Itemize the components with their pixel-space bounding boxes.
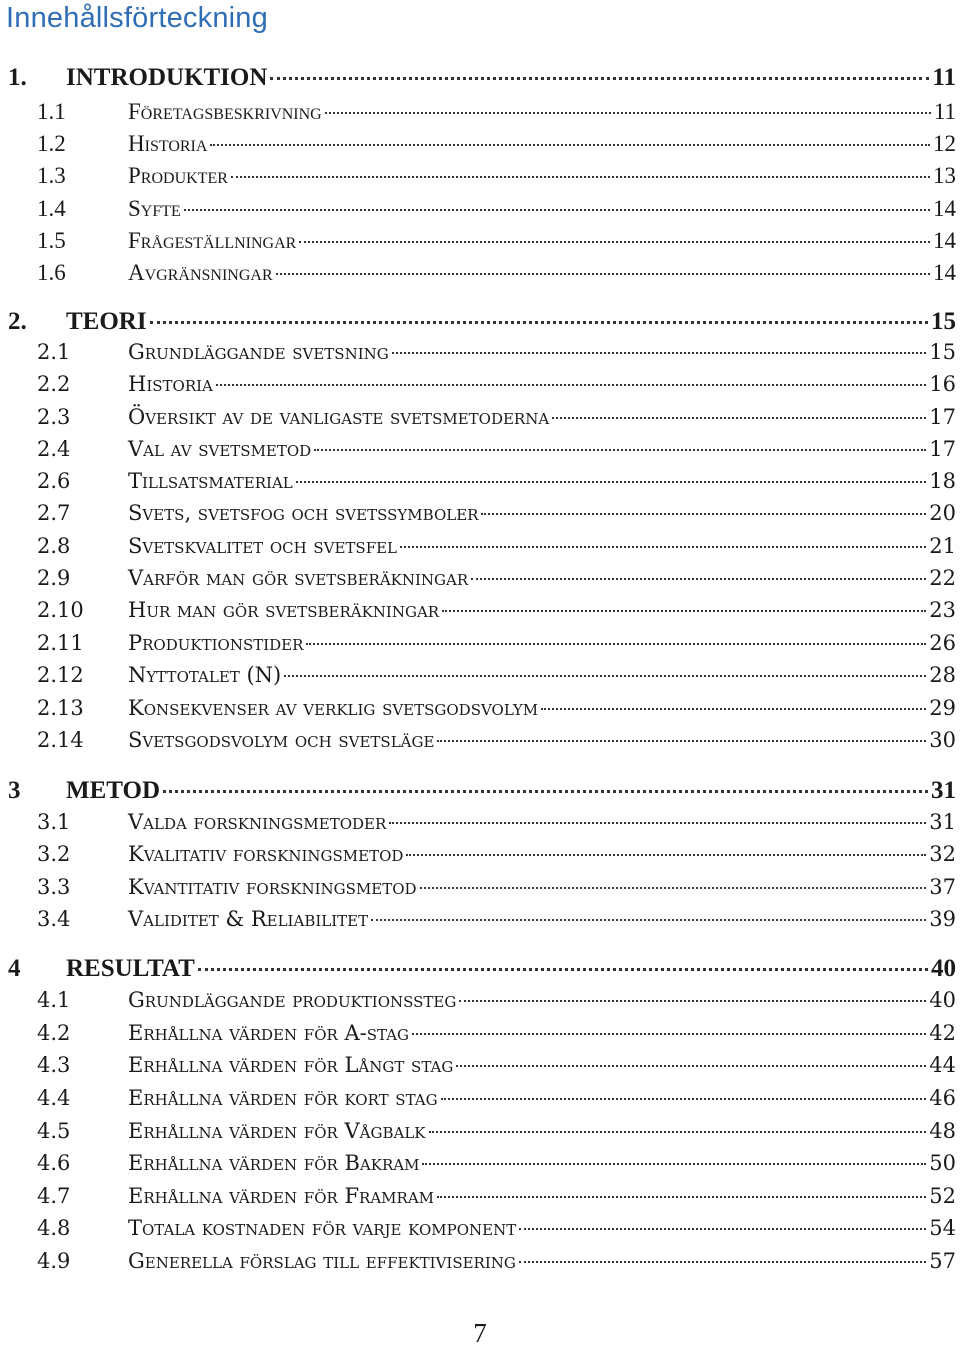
toc-entry-label: Erhållna värden för kort stag <box>128 1086 438 1110</box>
toc-entry-label: Erhållna värden för Framram <box>128 1184 435 1208</box>
toc-section-entry[interactable] <box>0 842 956 874</box>
toc-section-entry[interactable] <box>0 99 956 131</box>
toc-entry-label: Tillsatsmaterial <box>128 469 293 493</box>
toc-section-entry[interactable] <box>0 631 956 663</box>
toc-entry-page: 14 <box>933 228 956 253</box>
toc-section-entry[interactable] <box>0 196 956 228</box>
toc-entry-label: Produktionstider <box>128 631 304 655</box>
toc-entry-label: Nyttotalet (N) <box>128 663 282 687</box>
toc-entry-page: 29 <box>929 696 956 720</box>
toc-entry-label: Grundläggande produktionssteg <box>128 988 457 1012</box>
toc-dot-leader <box>519 1261 926 1263</box>
toc-section-entry[interactable] <box>0 566 956 598</box>
toc-dot-leader <box>371 919 926 921</box>
toc-entry-page: 40 <box>929 988 956 1012</box>
toc-dot-leader <box>552 417 926 419</box>
toc-section-entry[interactable] <box>0 1119 956 1151</box>
toc-entry-label: TEORI <box>66 308 147 335</box>
toc-entry-number: 2.8 <box>37 534 71 558</box>
toc-entry-number: 3.2 <box>37 842 71 866</box>
toc-entry-number: 3.3 <box>37 875 71 899</box>
toc-entry-number: 2.10 <box>37 598 84 622</box>
toc-section-entry[interactable] <box>0 163 956 195</box>
toc-entry-number: 4.8 <box>37 1216 71 1240</box>
toc-entry-page: 22 <box>929 566 956 590</box>
toc-section-entry[interactable] <box>0 1021 956 1053</box>
toc-entry-label: Erhållna värden för A-stag <box>128 1021 410 1045</box>
toc-entry-page: 52 <box>929 1184 956 1208</box>
toc-dot-leader <box>325 112 931 114</box>
toc-chapter-entry[interactable] <box>0 955 956 987</box>
toc-chapter-entry[interactable] <box>0 777 956 809</box>
toc-entry-label: Historia <box>128 372 213 396</box>
toc-dot-leader <box>276 273 930 275</box>
toc-entry-number: 1.6 <box>37 260 66 285</box>
toc-entry-page: 23 <box>929 598 956 622</box>
toc-entry-number: 2.6 <box>37 469 71 493</box>
toc-entry-label: Avgränsningar <box>128 260 273 285</box>
toc-entry-page: 50 <box>929 1151 956 1175</box>
toc-entry-number: 3 <box>8 777 21 804</box>
toc-entry-number: 1.4 <box>37 196 66 221</box>
toc-entry-page: 48 <box>929 1119 956 1143</box>
toc-section-entry[interactable] <box>0 437 956 469</box>
toc-entry-number: 4.9 <box>37 1249 71 1273</box>
toc-dot-leader <box>184 209 930 211</box>
toc-entry-page: 15 <box>929 340 956 364</box>
toc-entry-label: Varför man gör svetsberäkningar <box>128 566 469 590</box>
toc-dot-leader <box>400 546 926 548</box>
toc-entry-number: 4.7 <box>37 1184 71 1208</box>
toc-entry-label: Erhållna värden för Långt stag <box>128 1053 454 1077</box>
toc-entry-page: 14 <box>933 196 956 221</box>
toc-entry-label: Översikt av de vanligaste svetsmetoderna <box>128 405 550 429</box>
toc-chapter-entry[interactable] <box>0 64 956 96</box>
toc-entry-number: 4.2 <box>37 1021 71 1045</box>
toc-dot-leader <box>459 1000 926 1002</box>
toc-entry-page: 12 <box>933 131 956 156</box>
toc-section-entry[interactable] <box>0 1053 956 1085</box>
toc-entry-page: 32 <box>929 842 956 866</box>
toc-entry-label: Erhållna värden för Bakram <box>128 1151 420 1175</box>
toc-section-entry[interactable] <box>0 907 956 939</box>
toc-section-entry[interactable] <box>0 598 956 630</box>
toc-entry-number: 2.3 <box>37 405 71 429</box>
toc-entry-number: 2.13 <box>37 696 84 720</box>
toc-section-entry[interactable] <box>0 875 956 907</box>
toc-entry-label: Generella förslag till effektivisering <box>128 1249 516 1273</box>
toc-entry-label: INTRODUKTION <box>66 64 268 91</box>
toc-section-entry[interactable] <box>0 372 956 404</box>
toc-section-entry[interactable] <box>0 663 956 695</box>
toc-entry-page: 18 <box>929 469 956 493</box>
toc-entry-page: 46 <box>929 1086 956 1110</box>
toc-dot-leader <box>437 740 926 742</box>
toc-entry-number: 2.9 <box>37 566 71 590</box>
toc-entry-label: Historia <box>128 131 208 156</box>
toc-entry-number: 4 <box>8 955 21 982</box>
toc-dot-leader <box>541 708 926 710</box>
toc-dot-leader <box>198 968 928 971</box>
toc-dot-leader <box>412 1033 926 1035</box>
toc-entry-page: 30 <box>929 728 956 752</box>
toc-entry-page: 17 <box>929 405 956 429</box>
toc-dot-leader <box>441 1098 927 1100</box>
toc-entry-label: Valda forskningsmetoder <box>128 810 387 834</box>
toc-dot-leader <box>422 1163 926 1165</box>
toc-entry-page: 28 <box>929 663 956 687</box>
page-number: 7 <box>473 1318 487 1348</box>
toc-entry-page: 40 <box>931 955 956 982</box>
toc-entry-label: Grundläggande svetsning <box>128 340 389 364</box>
toc-chapter-entry[interactable] <box>0 308 956 340</box>
toc-section-entry[interactable] <box>0 1086 956 1118</box>
toc-dot-leader <box>284 675 926 677</box>
toc-entry-label: Val av svetsmetod <box>128 437 312 461</box>
toc-entry-label: Erhållna värden för Vågbalk <box>128 1119 426 1143</box>
toc-dot-leader <box>456 1065 926 1067</box>
toc-entry-page: 26 <box>929 631 956 655</box>
toc-entry-number: 1.5 <box>37 228 66 253</box>
toc-entry-number: 4.6 <box>37 1151 71 1175</box>
toc-section-entry[interactable] <box>0 501 956 533</box>
toc-entry-number: 4.1 <box>37 988 71 1012</box>
toc-entry-page: 14 <box>933 260 956 285</box>
toc-entry-number: 3.4 <box>37 907 71 931</box>
toc-entry-page: 54 <box>929 1216 956 1240</box>
toc-section-entry[interactable] <box>0 131 956 163</box>
toc-section-entry[interactable] <box>0 988 956 1020</box>
toc-entry-label: Svetskvalitet och svetsfel <box>128 534 398 558</box>
toc-entry-label: Validitet & Reliabilitet <box>128 907 369 931</box>
toc-dot-leader <box>270 77 929 80</box>
toc-entry-label: Svetsgodsvolym och svetsläge <box>128 728 435 752</box>
toc-dot-leader <box>306 643 926 645</box>
toc-dot-leader <box>296 481 927 483</box>
toc-entry-number: 2.14 <box>37 728 84 752</box>
toc-dot-leader <box>231 176 930 178</box>
toc-entry-page: 57 <box>929 1249 956 1273</box>
toc-dot-leader <box>437 1196 926 1198</box>
toc-entry-number: 1.1 <box>37 99 66 124</box>
toc-section-entry[interactable] <box>0 340 956 372</box>
toc-entry-number: 4.5 <box>37 1119 71 1143</box>
toc-entry-page: 21 <box>929 534 956 558</box>
toc-entry-page: 42 <box>929 1021 956 1045</box>
toc-section-entry[interactable] <box>0 534 956 566</box>
toc-section-entry[interactable] <box>0 696 956 728</box>
toc-dot-leader <box>163 790 928 793</box>
toc-entry-page: 17 <box>929 437 956 461</box>
toc-entry-label: Konsekvenser av verklig svetsgodsvolym <box>128 696 539 720</box>
toc-entry-page: 16 <box>929 372 956 396</box>
toc-entry-number: 2.1 <box>37 340 71 364</box>
toc-entry-number: 4.4 <box>37 1086 71 1110</box>
toc-dot-leader <box>389 822 926 824</box>
toc-dot-leader <box>406 854 926 856</box>
toc-section-entry[interactable] <box>0 1184 956 1216</box>
toc-dot-leader <box>299 241 930 243</box>
toc-dot-leader <box>471 578 926 580</box>
toc-entry-page: 31 <box>929 810 956 834</box>
toc-section-entry[interactable] <box>0 469 956 501</box>
toc-section-entry[interactable] <box>0 260 956 292</box>
toc-entry-number: 1.3 <box>37 163 66 188</box>
toc-entry-label: Syfte <box>128 196 181 221</box>
toc-entry-label: RESULTAT <box>66 955 195 982</box>
toc-dot-leader <box>150 321 928 324</box>
toc-entry-number: 1.2 <box>37 131 66 156</box>
toc-dot-leader <box>314 449 926 451</box>
toc-entry-label: Kvalitativ forskningsmetod <box>128 842 404 866</box>
toc-dot-leader <box>519 1228 926 1230</box>
toc-dot-leader <box>481 513 926 515</box>
toc-dot-leader <box>442 610 926 612</box>
toc-dot-leader <box>216 384 926 386</box>
toc-entry-number: 2.11 <box>37 631 84 655</box>
toc-section-entry[interactable] <box>0 405 956 437</box>
toc-entry-number: 1. <box>8 64 27 91</box>
toc-dot-leader <box>210 144 930 146</box>
toc-section-entry[interactable] <box>0 228 956 260</box>
toc-entry-label: Totala kostnaden för varje komponent <box>128 1216 517 1240</box>
toc-entry-label: Hur man gör svetsberäkningar <box>128 598 440 622</box>
toc-section-entry[interactable] <box>0 810 956 842</box>
toc-entry-number: 2.12 <box>37 663 84 687</box>
toc-dot-leader <box>420 887 927 889</box>
toc-section-entry[interactable] <box>0 1151 956 1183</box>
toc-entry-page: 15 <box>931 308 956 335</box>
toc-entry-number: 2.4 <box>37 437 71 461</box>
toc-section-entry[interactable] <box>0 1216 956 1248</box>
toc-entry-page: 37 <box>929 875 956 899</box>
toc-entry-label: Svets, svetsfog och svetssymboler <box>128 501 479 525</box>
toc-entry-number: 2.2 <box>37 372 71 396</box>
toc-title: Innehållsförteckning <box>6 2 268 34</box>
toc-entry-label: Produkter <box>128 163 228 188</box>
toc-entry-number: 2.7 <box>37 501 71 525</box>
toc-entry-page: 44 <box>929 1053 956 1077</box>
toc-entry-page: 11 <box>932 64 956 91</box>
toc-entry-label: Kvantitativ forskningsmetod <box>128 875 417 899</box>
toc-entry-label: Företagsbeskrivning <box>128 99 322 124</box>
toc-entry-page: 31 <box>931 777 956 804</box>
toc-entry-page: 13 <box>933 163 956 188</box>
toc-entry-label: Frågeställningar <box>128 228 297 253</box>
toc-entry-label: METOD <box>66 777 160 804</box>
toc-dot-leader <box>392 352 927 354</box>
toc-entry-page: 39 <box>929 907 956 931</box>
toc-entry-number: 2. <box>8 308 27 335</box>
toc-dot-leader <box>429 1131 927 1133</box>
toc-section-entry[interactable] <box>0 728 956 760</box>
toc-section-entry[interactable] <box>0 1249 956 1281</box>
toc-entry-page: 11 <box>933 99 956 124</box>
toc-entry-number: 4.3 <box>37 1053 71 1077</box>
toc-entry-page: 20 <box>929 501 956 525</box>
toc-entry-number: 3.1 <box>37 810 71 834</box>
